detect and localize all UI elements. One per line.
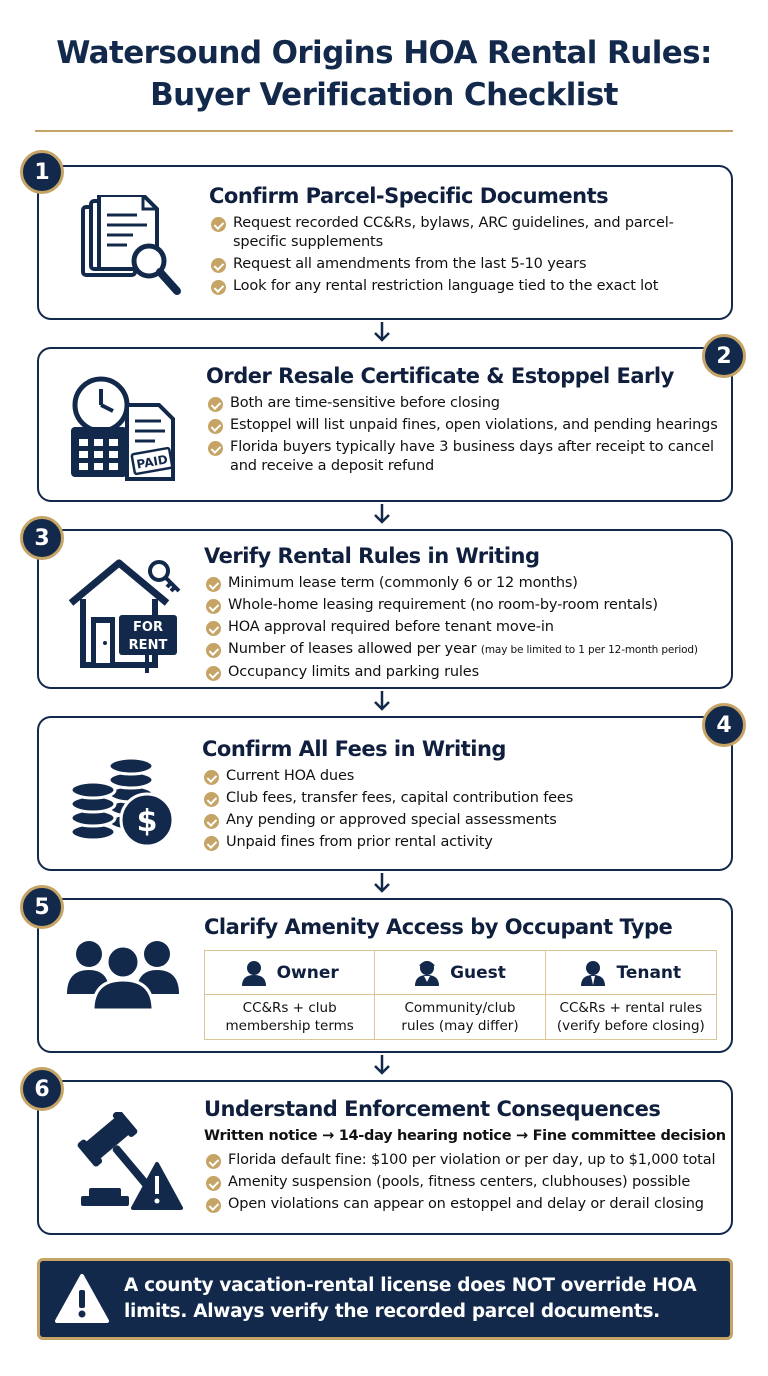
bullet-item: Florida default fine: $100 per violation or per day, up to $1,000 total [204,1151,728,1170]
bullet-item: Whole-home leasing requirement (no room-by-room rentals) [204,596,728,615]
table-header-guest: Guest [375,951,545,995]
enforcement-sequence: Written notice → 14-day hearing notice → Fine committee decision [204,1128,726,1144]
check-icon [211,258,226,273]
step-number-badge: 3 [20,516,64,560]
bullet-item: Current HOA dues [202,767,722,786]
check-icon [208,441,223,456]
check-icon [206,1176,221,1191]
check-icon [211,280,226,295]
check-icon [204,792,219,807]
table-header-owner: Owner [205,951,375,995]
check-icon [208,419,223,434]
title-divider [35,130,733,132]
step-2-card [37,347,733,502]
table-cell-tenant: CC&Rs + rental rules (verify before closing) [556,1000,705,1034]
bullet-item: Club fees, transfer fees, capital contribution fees [202,789,722,808]
step-heading: Clarify Amenity Access by Occupant Type [204,915,673,939]
step-bullets [204,574,728,682]
step-heading: Confirm Parcel-Specific Documents [209,184,609,208]
bullet-item: Unpaid fines from prior rental activity [202,833,722,852]
check-icon [204,770,219,785]
check-icon [206,621,221,636]
warning-triangle-icon [54,1273,110,1325]
step-bullets [202,767,722,852]
table-cell-guest: Community/club rules (may differ) [375,995,545,1039]
step-number-badge: 5 [20,885,64,929]
bullet-item: HOA approval required before tenant move-in [204,618,728,637]
check-icon [206,666,221,681]
warning-banner [37,1258,733,1340]
check-icon [206,577,221,592]
check-icon [206,1198,221,1213]
step-heading: Order Resale Certificate & Estoppel Early [206,364,674,388]
step-4-card [37,716,733,871]
bullet-item: Open violations can appear on estoppel and delay or derail closing [204,1195,728,1214]
svg-text:FOR: FOR [133,620,163,635]
house-for-rent-icon [67,555,185,673]
page-title-line-2: Buyer Verification Checklist [150,77,618,113]
bullet-item: Florida buyers typically have 3 business days after receipt to cancel and receive a deposit refund [206,438,726,476]
page-title-line-1: Watersound Origins HOA Rental Rules: [56,35,712,71]
step-3-card [37,529,733,689]
coins-dollar-icon [69,748,179,848]
tenant-person-icon [580,960,606,986]
bullet-item: Both are time-sensitive before closing [206,394,726,413]
bullet-item: Estoppel will list unpaid fines, open violations, and pending hearings [206,416,726,435]
bullet-item: Number of leases allowed per year (may be limited to 1 per 12-month period) [204,640,728,660]
step-heading: Verify Rental Rules in Writing [204,544,540,568]
check-icon [204,836,219,851]
owner-person-icon [241,960,267,986]
svg-text:RENT: RENT [128,638,168,653]
check-icon [206,1154,221,1169]
table-header-tenant: Tenant [546,951,716,995]
step-bullets [209,214,719,296]
svg-text:$: $ [136,804,158,839]
bullet-item: Amenity suspension (pools, fitness centers, clubhouses) possible [204,1173,728,1192]
step-bullets [206,394,726,476]
arrow-down-icon [372,872,392,894]
people-group-icon [67,938,179,1010]
step-number-badge: 4 [702,703,746,747]
step-bullets [204,1151,728,1214]
banner-text: A county vacation-rental license does NOT override HOA limits. Always verify the recorded parcel documents. [124,1275,697,1322]
guest-person-icon [414,960,440,986]
arrow-down-icon [372,321,392,343]
step-6-card [37,1080,733,1235]
check-icon [206,599,221,614]
check-icon [211,217,226,232]
bullet-item: Request all amendments from the last 5-10 years [209,255,719,274]
step-heading: Understand Enforcement Consequences [204,1097,661,1121]
step-number-badge: 1 [20,150,64,194]
bullet-item: Any pending or approved special assessments [202,811,722,830]
documents-magnifier-icon [77,195,187,299]
step-5-card [37,898,733,1053]
check-icon [206,643,221,658]
page-title [0,32,768,116]
step-heading: Confirm All Fees in Writing [202,737,506,761]
bullet-item: Occupancy limits and parking rules [204,663,728,682]
step-1-card [37,165,733,320]
bullet-item: Minimum lease term (commonly 6 or 12 months) [204,574,728,593]
svg-text:PAID: PAID [135,452,169,472]
step-number-badge: 6 [20,1067,64,1111]
arrow-down-icon [372,503,392,525]
arrow-down-icon [372,690,392,712]
step-number-badge: 2 [702,334,746,378]
clock-calendar-paid-icon [69,375,181,481]
gavel-warning-icon [63,1112,183,1212]
amenity-access-table [204,950,717,1040]
check-icon [208,397,223,412]
table-cell-owner: CC&Rs + club membership terms [205,995,375,1039]
arrow-down-icon [372,1054,392,1076]
bullet-item: Look for any rental restriction language tied to the exact lot [209,277,719,296]
bullet-item: Request recorded CC&Rs, bylaws, ARC guidelines, and parcel-specific supplements [209,214,719,252]
check-icon [204,814,219,829]
